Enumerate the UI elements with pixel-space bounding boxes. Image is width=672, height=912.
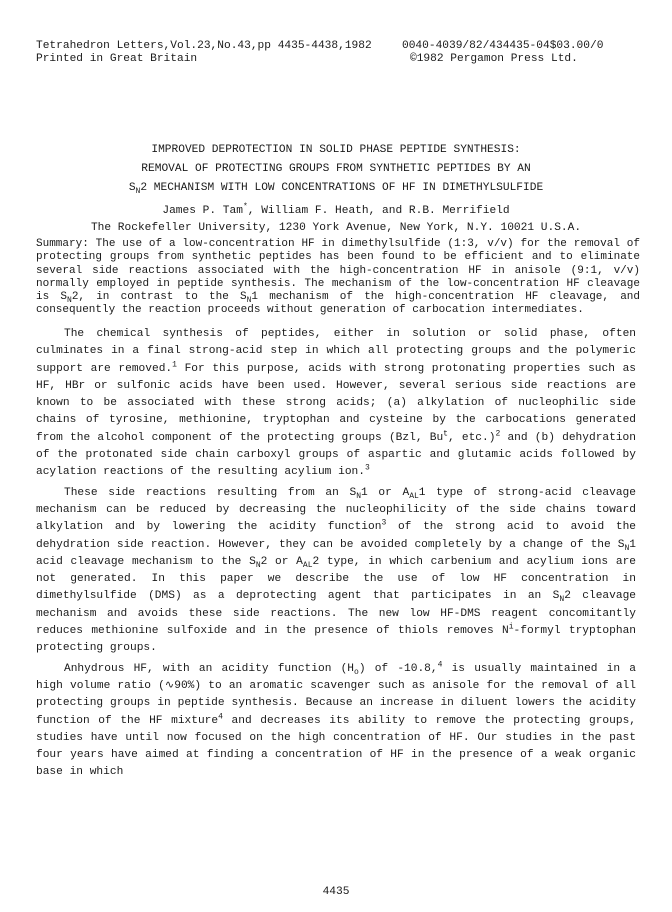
- citation-line: Tetrahedron Letters,Vol.23,No.43,pp 4435-4438,1982: [36, 40, 372, 52]
- paragraph-text: These side reactions resulting from an S: [64, 486, 357, 499]
- paragraph-text: 2 type, in which carbenium and acylium ions are not generated. In this paper we describe the use of low HF concentration in dimethylsulfide (DMS) as a deprotecting agent that participates in an S: [36, 555, 636, 603]
- paragraph-text: and (b) dehydration of the protonated side chain carboxyl groups of aspartic and glutamic acids followed by acylation reactions of the resulting acylium ion.: [36, 431, 636, 479]
- ref-1: 1: [172, 359, 177, 369]
- title-text: 2 MECHANISM WITH LOW CONCENTRATIONS OF HF IN DIMETHYLSULFIDE: [140, 182, 544, 194]
- paragraph-text: 2 cleavage mechanism and avoids these side reactions. The new low HF-DMS reagent concomitantly reduces methionine sulfoxide and in the presence of thiols removes N: [36, 590, 636, 638]
- subscript: o: [354, 667, 359, 677]
- paragraph-text: 1 acid cleavage mechanism to the S: [36, 538, 636, 568]
- paragraph-text: -formyl tryptophan protecting groups.: [36, 625, 636, 655]
- title-line-3: [0, 179, 672, 198]
- abstract-text: 1 mechanism of the high-concentration HF cleavage, and consequently the reaction proceeds without generation of carbocation intermediates.: [36, 291, 640, 317]
- title-text: S: [128, 182, 136, 194]
- author-names: , William F. Heath, and R.B. Merrifield: [247, 205, 510, 217]
- title-line-2: REMOVAL OF PROTECTING GROUPS FROM SYNTHETIC PEPTIDES BY AN: [141, 163, 531, 175]
- paragraph-2: [36, 485, 636, 658]
- subscript: AL: [409, 491, 419, 501]
- subscript: AL: [302, 561, 313, 571]
- page-number: 4435: [322, 886, 350, 898]
- ref-2: 2: [495, 429, 501, 439]
- paragraph-text: ) of -10.8,: [358, 662, 438, 675]
- superscript: i: [508, 622, 514, 632]
- paragraph-text: 1 or A: [361, 486, 410, 499]
- paragraph-text: 1 type of strong-acid cleavage mechanism can be reduced by decreasing the nucleophilicity of the side chains toward alkylation and by lowering the acidity function: [36, 486, 636, 534]
- ref-4: 4: [218, 711, 223, 721]
- ref-4: 4: [437, 659, 443, 669]
- paragraph-text: , etc.): [447, 431, 496, 444]
- paragraph-text: The chemical synthesis of peptides, either in solution or solid phase, often culminates in a final strong-acid step in which all protecting groups and the polymeric support are removed.: [36, 328, 636, 375]
- subscript: N: [255, 561, 261, 571]
- abstract: [36, 238, 640, 318]
- subscript: N: [356, 491, 362, 501]
- ref-3: 3: [381, 518, 387, 528]
- author-list: [0, 203, 672, 221]
- abstract-text: Summary: The use of a low-concentration HF in dimethylsulfide (1:3, v/v) for the removal of protecting groups from synthetic peptides has been found to be efficient and to eliminate several side reactions associated with the high-concentration HF in anisole (9:1, v/v) normally employed in peptide synthesis. The mechanism of the low-concentration HF cleavage is S: [36, 238, 640, 304]
- subscript: N: [624, 543, 630, 553]
- affiliation: The Rockefeller University, 1230 York Avenue, New York, N.Y. 10021 U.S.A.: [90, 222, 582, 234]
- copyright-line: ©1982 Pergamon Press Ltd.: [410, 53, 578, 65]
- paragraph-3: [36, 661, 636, 782]
- paragraph-text: Anhydrous HF, with an acidity function (H: [64, 662, 355, 675]
- printed-line: Printed in Great Britain: [36, 53, 198, 65]
- subscript: N: [135, 187, 141, 197]
- abstract-text: 2, in contrast to the S: [71, 291, 247, 304]
- subscript: N: [246, 296, 252, 306]
- author-name: James P. Tam: [162, 205, 243, 217]
- paragraph-text: of the strong acid to avoid the dehydration side reaction. However, they can be avoided completely by a change of the S: [36, 521, 636, 551]
- superscript: t: [443, 429, 448, 439]
- paragraph-text: 2 or A: [260, 555, 303, 568]
- paragraph-1: [36, 326, 636, 482]
- subscript: N: [67, 296, 72, 306]
- corresponding-mark: *: [242, 202, 248, 212]
- title-line-1: IMPROVED DEPROTECTION IN SOLID PHASE PEPTIDE SYNTHESIS:: [151, 144, 521, 156]
- paragraph-text: is usually maintained in a high volume ratio (∿90%) to an aromatic scavenger such as anisole for the removal of all protecting groups in peptide synthesis. Because an increase in diluent lowers the acidity function of the HF mixture: [36, 662, 636, 727]
- body-text: [36, 326, 636, 782]
- issn-line: 0040-4039/82/434435-04$03.00/0: [402, 40, 604, 52]
- paragraph-text: For this purpose, acids with strong protonating properties such as HF, HBr or sulfonic acids have been used. However, several serious side reactions are known to be associated with these strong acids; (a) alkylation of nucleophilic side chains of tyrosine, methionine, tryptophan and cysteine by the carbocations generated from the alcohol component of the protecting groups (Bzl, Bu: [36, 362, 636, 444]
- subscript: N: [559, 595, 565, 605]
- copyright-block: [402, 40, 603, 66]
- paragraph-text: and decreases its ability to remove the protecting groups, studies have until now focused on the high concentration of HF. Our studies in the past four years have aimed at finding a concentration of HF in the presence of a weak organic base in which: [36, 714, 636, 779]
- ref-3: 3: [364, 463, 370, 473]
- journal-citation: [36, 40, 372, 66]
